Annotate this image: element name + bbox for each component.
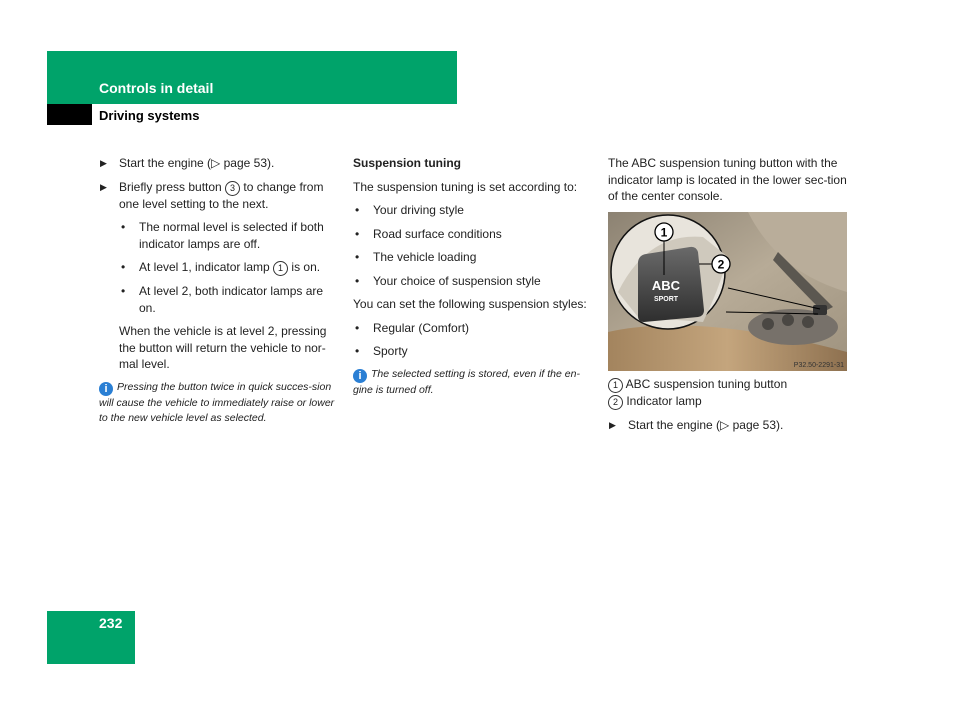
column-left: [99, 155, 341, 426]
legend-item: 2 Indicator lamp: [608, 393, 848, 410]
list-item: • At level 1, indicator lamp 1 is on.: [121, 260, 321, 274]
triangle-right-icon: ▶: [100, 181, 107, 192]
page-number: 232: [99, 615, 123, 631]
list-item: • The vehicle loading: [355, 250, 477, 264]
column-right: [608, 155, 848, 440]
step-press-button: ▶ Briefly press button 3 to change from one level setting to the next.: [100, 179, 324, 211]
step-start-engine: ▶ Start the engine (▷ page 53).: [100, 156, 275, 170]
callout-1: 1: [660, 225, 668, 239]
callout-number: 2: [608, 395, 623, 410]
center-console-photo: [608, 212, 847, 371]
info-icon: i: [353, 369, 367, 383]
subsection-title: Driving systems: [99, 108, 200, 123]
triangle-right-icon: ▶: [609, 419, 616, 430]
list-item: • At level 2, both indicator lamps are on.: [121, 284, 324, 315]
subsection-marker: [47, 104, 92, 125]
figure-code: P32.50-2291-31: [793, 361, 844, 369]
info-icon: i: [99, 382, 113, 396]
list-item: • The normal level is selected if both indicator lamps are off.: [121, 220, 324, 251]
info-note: i The selected setting is stored, even if the en-gine is turned off.: [353, 367, 580, 396]
section-title: Controls in detail: [99, 80, 214, 96]
info-note: i Pressing the button twice in quick succes-sion will cause the vehicle to immediately raise or lower to the new vehicle level as selected.: [99, 380, 335, 424]
button-sublabel: SPORT: [653, 295, 679, 303]
callout-number: 1: [608, 378, 623, 393]
column-middle: [353, 155, 596, 398]
header-bar: [47, 51, 457, 104]
list-item: • Your choice of suspension style: [355, 273, 541, 288]
paragraph: You can set the following suspension styles:: [353, 297, 587, 311]
triangle-right-icon: ▶: [100, 158, 107, 168]
legend-item: 1 ABC suspension tuning button: [608, 376, 848, 393]
step-start-engine: ▶ Start the engine (▷ page 53).: [609, 417, 784, 432]
paragraph: The ABC suspension tuning button with the indicator lamp is located in the lower sec-tion of the center console.: [608, 156, 847, 203]
callout-number: 3: [225, 181, 240, 196]
heading-suspension-tuning: Suspension tuning: [353, 156, 461, 170]
button-label: ABC: [651, 277, 681, 293]
list-item: • Sporty: [355, 344, 408, 358]
list-item: • Your driving style: [355, 203, 464, 217]
list-item: • Regular (Comfort): [355, 320, 470, 335]
list-item: • Road surface conditions: [355, 226, 502, 241]
callout-number: 1: [273, 261, 288, 276]
callout-2: 2: [717, 257, 725, 271]
paragraph: The suspension tuning is set according to:: [353, 179, 578, 194]
paragraph: When the vehicle is at level 2, pressing the button will return the vehicle to nor-mal level.: [119, 324, 327, 371]
